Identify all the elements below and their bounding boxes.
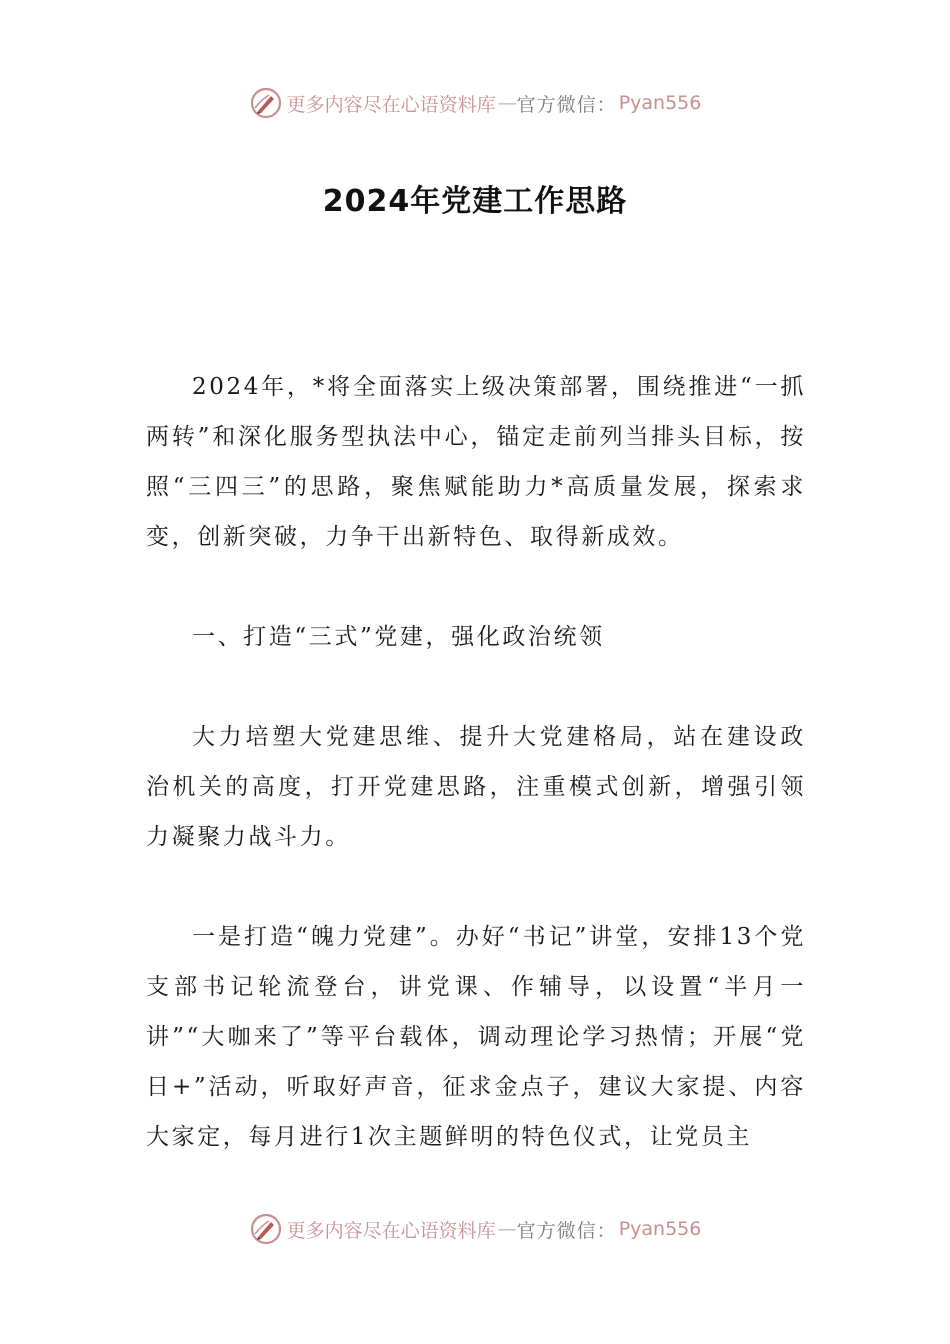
watermark-id: Pyan556 (618, 92, 702, 114)
document-title: 2024年党建工作思路 (322, 184, 628, 219)
watermark-label: 官方微信： (516, 1219, 617, 1242)
watermark-brand: 更多内容尽在心语资料库 (286, 1219, 496, 1242)
watermark-header (0, 86, 950, 120)
watermark-separator: — (497, 92, 515, 114)
watermark-id: Pyan556 (618, 1218, 702, 1240)
paragraph-intro: 2024年，*将全面落实上级决策部署，围绕推进“一抓两转”和深化服务型执法中心，锚定走前列当排头目标，按照“三四三”的思路，聚焦赋能助力*高质量发展，探索求变，创新突破，力争干出新特色、取得新成效。 (146, 374, 806, 550)
pen-logo-icon (249, 86, 283, 120)
section-heading: 一、打造“三式”党建，强化政治统领 (192, 624, 605, 650)
pen-logo-icon (249, 1212, 283, 1246)
watermark-separator: — (497, 1218, 515, 1240)
watermark-footer (0, 1212, 950, 1246)
paragraph-section-intro: 大力培塑大党建思维、提升大党建格局，站在建设政治机关的高度，打开党建思路，注重模式创新，增强引领力凝聚力战斗力。 (146, 724, 806, 850)
watermark-brand: 更多内容尽在心语资料库 (286, 93, 496, 116)
document-body (146, 362, 806, 1162)
watermark-label: 官方微信： (516, 93, 617, 116)
paragraph-point-one: 一是打造“魄力党建”。办好“书记”讲堂，安排13个党支部书记轮流登台，讲党课、作辅导，以设置“半月一讲”“大咖来了”等平台载体，调动理论学习热情；开展“党日+”活动，听取好声音，征求金点子，建议大家提、内容大家定，每月进行1次主题鲜明的特色仪式，让党员主 (146, 924, 806, 1150)
